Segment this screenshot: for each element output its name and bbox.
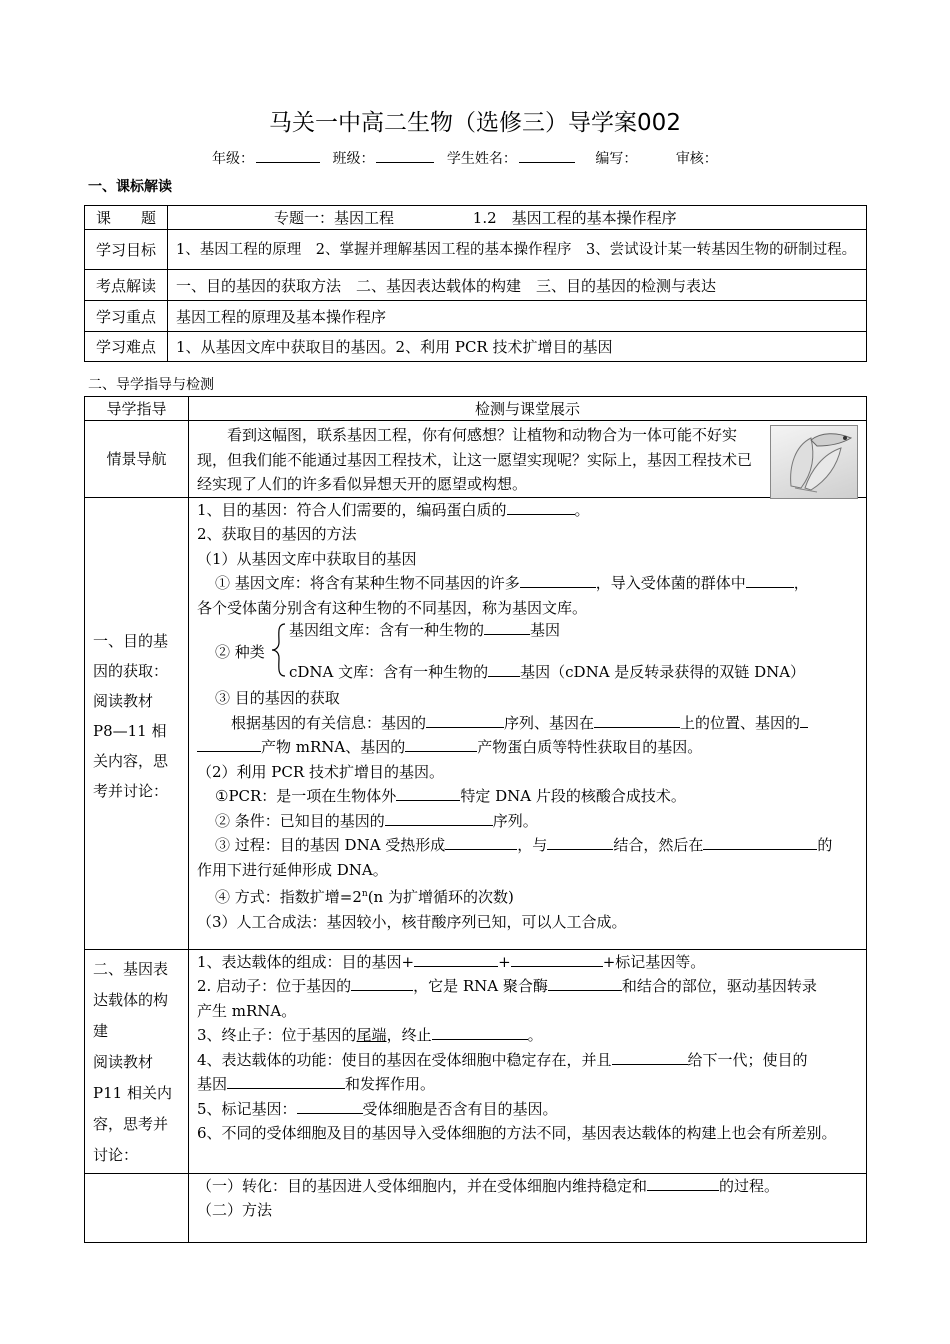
part2-label-line: 建 xyxy=(93,1021,109,1040)
header-guidance: 导学指导 xyxy=(85,397,189,421)
p3-line: （一）转化：目的基因进人受体细胞内，并在受体细胞内维持稳定和 的过程。 xyxy=(197,1174,860,1199)
intro-label: 情景导航 xyxy=(85,421,189,498)
p1-line: ③ 目的基因的获取 xyxy=(215,689,340,707)
p1-line: ③ 过程：目的基因 DNA 受热形成 ，与 结合，然后在 的 xyxy=(197,833,860,858)
part2-label-line: 阅读教材 xyxy=(93,1052,154,1071)
topic-value xyxy=(168,206,867,230)
key-label: 学习重点 xyxy=(85,301,168,332)
part3-label xyxy=(85,1173,189,1242)
part1-label xyxy=(85,497,189,949)
p1-line: ④ 方式：指数扩增$=2^n(n$ 为扩增循环的次数) xyxy=(215,888,514,906)
curriculum-table xyxy=(84,205,867,362)
grade-blank xyxy=(256,148,320,163)
goal-text: 1、基因工程的原理 2、掌握并理解基因工程的基本操作程序 3、尝试设计某一转基因生物的研制过程。 xyxy=(168,230,867,270)
part2-label-line: 达载体的构 xyxy=(93,990,169,1009)
part1-label-line: P8—11 相 xyxy=(93,721,167,740)
page-title: 马关一中高二生物（选修三）导学案002 xyxy=(269,110,681,136)
topic-label: 课 题 xyxy=(85,206,168,230)
student-blank xyxy=(519,148,575,163)
grade-label: 年级： xyxy=(212,151,254,167)
p3-line: （二）方法 xyxy=(197,1201,273,1219)
student-label: 学生姓名： xyxy=(446,151,517,167)
intro-cell xyxy=(189,421,867,498)
part1-label-line: 因的获取： xyxy=(93,661,169,680)
p1-line: 产物 mRNA、基因的 产物蛋白质等特性获取目的基因。 xyxy=(197,735,860,760)
reviewer-label: 审核： xyxy=(675,151,718,167)
p2-line: 基因 和发挥作用。 xyxy=(197,1072,860,1097)
class-label: 班级： xyxy=(332,151,375,167)
p1-line: 2、获取目的基因的方法 xyxy=(197,525,357,543)
part3-content xyxy=(189,1173,867,1242)
section-heading-2: 二、导学指导与检测 xyxy=(88,377,214,393)
part2-label-line: 容，思考并 xyxy=(93,1114,169,1133)
part2-label-line: 二、基因表 xyxy=(93,959,169,978)
p1-line: ② 条件：已知目的基因的 序列。 xyxy=(197,809,860,834)
intro-text: 看到这幅图，联系基因工程，你有何感想？让植物和动物合为一体可能不好实现，但我们能不能通过基因工程技术，让这一愿望实现呢？实际上，基因工程技术已经实现了人们的许多看似异想天开的愿望或构想。 xyxy=(197,426,753,493)
kind-cdna: cDNA 文库：含有一种生物的 基因（cDNA 是反转录获得的双链 DNA） xyxy=(289,660,805,685)
part1-label-line: 一、目的基 xyxy=(93,631,169,650)
kinds-block xyxy=(197,620,860,681)
p1-line: （1）从基因文库中获取目的基因 xyxy=(197,549,417,568)
header-check: 检测与课堂展示 xyxy=(189,397,867,421)
p2-line: 6、不同的受体细胞及目的基因导入受体细胞的方法不同，基因表达载体的构建上也会有所差别。 xyxy=(197,1124,837,1142)
p2-line: 1、表达载体的组成：目的基因+ + +标记基因等。 xyxy=(197,950,860,975)
p2-line: 产生 mRNA。 xyxy=(197,1001,297,1020)
p2-line: 2. 启动子：位于基因的 ，它是 RNA 聚合酶 和结合的部位，驱动基因转录 xyxy=(197,974,860,999)
part2-content xyxy=(189,949,867,1173)
difficulty-text: 1、从基因文库中获取目的基因。2、利用 PCR 技术扩增目的基因 xyxy=(168,332,867,362)
topic-a: 专题一：基因工程 xyxy=(274,209,395,227)
p1-line: （3）人工合成法：基因较小，核苷酸序列已知，可以人工合成。 xyxy=(197,912,627,931)
part2-label xyxy=(85,949,189,1173)
p2-line: 3、终止子：位于基因的尾端，终止 。 xyxy=(197,1023,860,1048)
part1-label-line: 考并讨论： xyxy=(93,781,169,800)
goal-label: 学习目标 xyxy=(85,230,168,270)
p1-line: 1、目的基因：符合人们需要的，编码蛋白质的 。 xyxy=(197,498,860,523)
p1-line: 作用下进行延伸形成 DNA。 xyxy=(197,860,388,879)
exam-label: 考点解读 xyxy=(85,270,168,301)
p2-line: 4、表达载体的功能：使目的基因在受体细胞中稳定存在，并且 给下一代；使目的 xyxy=(197,1048,860,1073)
exam-text: 一、目的基因的获取方法 二、基因表达载体的构建 三、目的基因的检测与表达 xyxy=(168,270,867,301)
difficulty-label: 学习难点 xyxy=(85,332,168,362)
guidance-table xyxy=(84,396,867,1243)
p1-line: 各个受体菌分别含有这种生物的不同基因，称为基因文库。 xyxy=(197,598,588,617)
topic-b: 1.2 基因工程的基本操作程序 xyxy=(472,209,677,227)
author-label: 编写： xyxy=(595,151,638,167)
kind-genome: 基因组文库：含有一种生物的 基因 xyxy=(289,618,560,643)
section-heading-1: 一、课标解读 xyxy=(88,179,172,195)
banana-animal-picture xyxy=(770,425,858,499)
part2-label-line: 讨论： xyxy=(93,1145,139,1164)
info-line xyxy=(212,148,718,168)
p1-line: ① 基因文库：将含有某种生物不同基因的许多 ，导入受体菌的群体中 ， xyxy=(197,571,860,596)
part2-label-line: P11 相关内 xyxy=(93,1083,172,1102)
class-blank xyxy=(376,148,434,163)
p1-line: ①PCR：是一项在生物体外 特定 DNA 片段的核酸合成技术。 xyxy=(197,784,860,809)
part1-label-line: 关内容，思 xyxy=(93,751,169,770)
p1-line: 根据基因的有关信息：基因的 序列、基因在 上的位置、基因的 xyxy=(197,711,860,736)
part1-label-line: 阅读教材 xyxy=(93,691,154,710)
part1-content xyxy=(189,497,867,949)
brace-icon xyxy=(271,622,287,678)
p1-line: （2）利用 PCR 技术扩增目的基因。 xyxy=(197,762,444,781)
kind-label: ② 种类 xyxy=(215,643,265,661)
key-text: 基因工程的原理及基本操作程序 xyxy=(168,301,867,332)
p2-line: 5、标记基因： 受体细胞是否含有目的基因。 xyxy=(197,1097,860,1122)
